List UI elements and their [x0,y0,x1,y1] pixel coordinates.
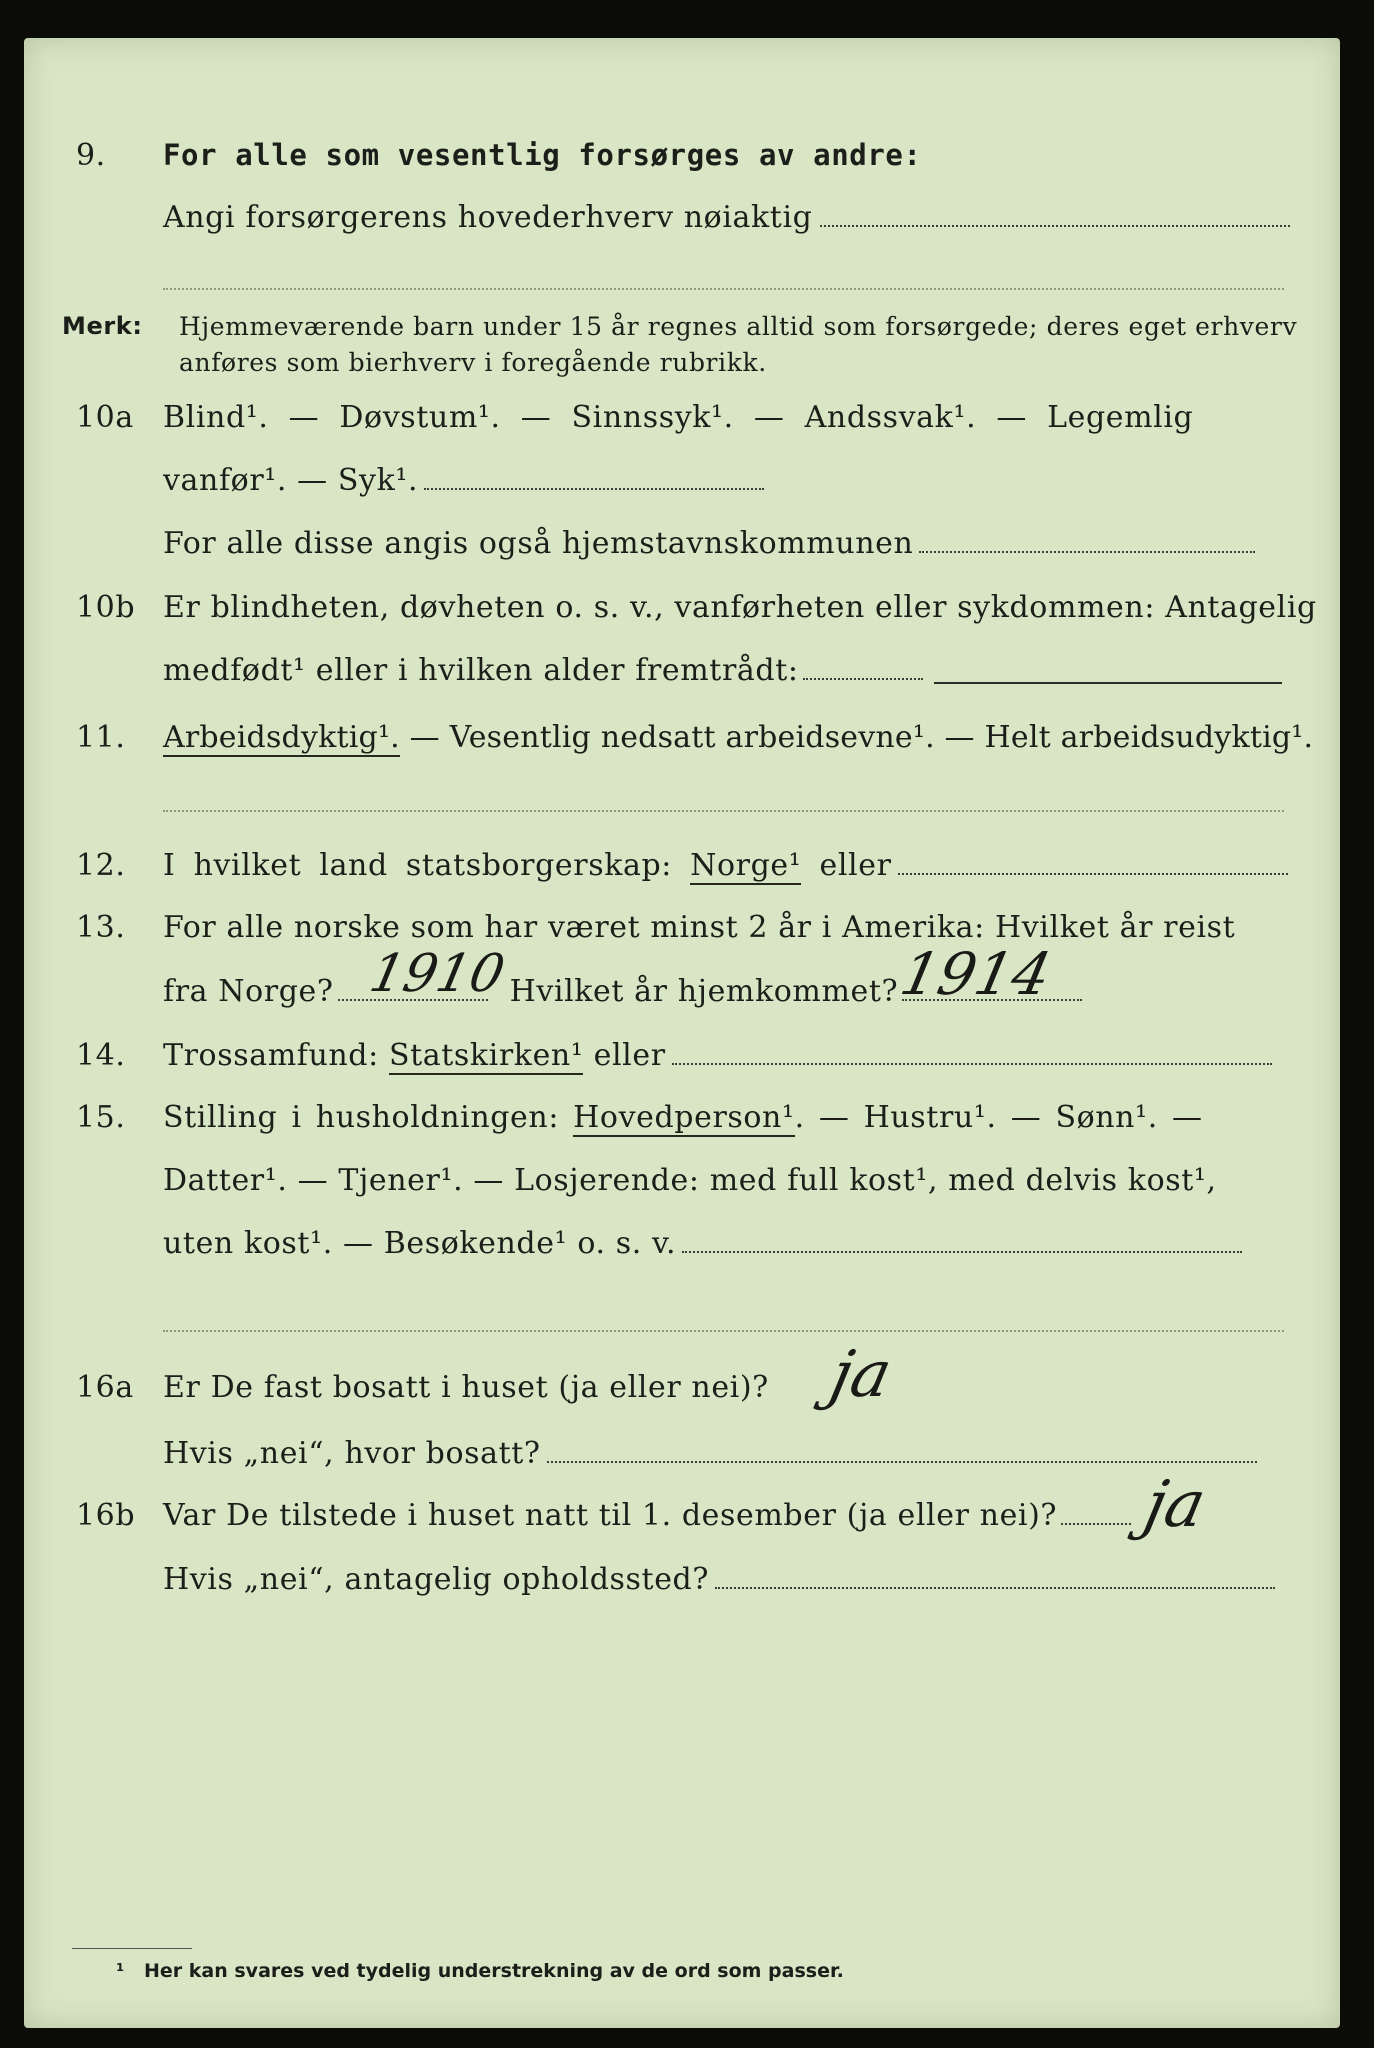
answer-line[interactable] [803,677,923,680]
question-text: uten kost¹. — Besøkende¹ o. s. v. [163,1226,677,1261]
underlined-answer: Arbeidsdyktig¹. [163,720,400,755]
question-number: 16b [76,1498,136,1533]
question-text: Hvis „nei“, antagelig opholdssted? [163,1562,710,1597]
footnote-mark: ¹ [116,1960,125,1982]
handwritten-answer-ja: ja [1138,1468,1212,1542]
answer-line[interactable] [163,808,1284,812]
question-text: Hvilket år hjemkommet? [509,974,899,1009]
handwritten-year-returned: 1914 [894,940,1057,1008]
note-text: Hjemmeværende barn under 15 år regnes alltid som forsørgede; deres eget erhverv [179,312,1298,341]
question-number: 12. [76,848,126,883]
answer-line[interactable] [547,1460,1257,1463]
answer-line[interactable] [672,1062,1272,1065]
question-text: For alle norske som har været minst 2 år i Amerika: Hvilket år reist [163,910,1236,945]
answer-line[interactable] [919,550,1255,553]
question-text: fra Norge? [163,974,334,1009]
answer-line[interactable] [715,1586,1275,1589]
question-text: For alle disse angis også hjemstavnskommunen [163,526,914,561]
question-text: I hvilket land statsborgerskap: [163,848,691,883]
footnote-text: Her kan svares ved tydelig understrekning av de ord som passer. [144,1960,844,1982]
footnote-divider [72,1948,192,1949]
question-number: 10a [76,400,134,435]
answer-line[interactable] [1061,1522,1131,1525]
answer-line[interactable] [163,1328,1284,1332]
question-text: Blind¹. — Døvstum¹. — Sinnssyk¹. — Andssvak¹. — Legemlig [163,400,1194,435]
handwritten-year-left: 1910 [364,944,510,1004]
underlined-answer: Statskirken¹ [388,1038,584,1073]
underlined-answer: Norge¹ [690,848,802,883]
question-text: Stilling i husholdningen: [163,1100,574,1135]
note-text: anføres som bierhverv i foregående rubrikk. [179,348,767,377]
question-text: . — Hustru¹. — Sønn¹. — [794,1100,1203,1135]
answer-line[interactable] [163,286,1284,290]
question-text: Angi forsørgerens hovederhverv nøiaktig [163,200,813,235]
note-label: Merk: [62,312,143,340]
question-number: 15. [76,1100,126,1135]
question-text: eller [801,848,892,883]
question-text: eller [583,1038,666,1073]
question-text: Hvis „nei“, hvor bosatt? [163,1436,541,1471]
question-text: vanfør¹. — Syk¹. [163,463,419,498]
answer-line[interactable] [898,872,1288,875]
question-number: 9. [76,138,106,173]
census-form-page [24,38,1340,2028]
question-text: medfødt¹ eller i hvilken alder fremtrådt: [163,653,799,688]
underlined-answer: Hovedperson¹ [573,1100,795,1135]
question-text: For alle som vesentlig forsørges av andre: [163,138,922,172]
answer-line[interactable] [424,487,764,490]
question-number: 11. [76,720,126,755]
answer-line[interactable] [820,224,1290,227]
question-text: Er blindheten, døvheten o. s. v., vanførheten eller sykdommen: Antagelig [163,590,1317,625]
question-text: Var De tilstede i huset natt til 1. desember (ja eller nei)? [163,1498,1058,1533]
handwritten-answer-ja: ja [824,1338,898,1412]
answer-line[interactable] [682,1250,1242,1253]
question-number: 14. [76,1038,126,1073]
question-text: — Vesentlig nedsatt arbeidsevne¹. — Helt arbeidsudyktig¹. [399,720,1314,755]
question-number: 10b [76,590,136,625]
question-text: Datter¹. — Tjener¹. — Losjerende: med full kost¹, med delvis kost¹, [163,1163,1217,1198]
question-number: 13. [76,910,126,945]
question-text: Er De fast bosatt i huset (ja eller nei)? [163,1370,769,1405]
question-text: Trossamfund: [163,1038,389,1073]
answer-line[interactable] [934,682,1282,684]
question-number: 16a [76,1370,134,1405]
